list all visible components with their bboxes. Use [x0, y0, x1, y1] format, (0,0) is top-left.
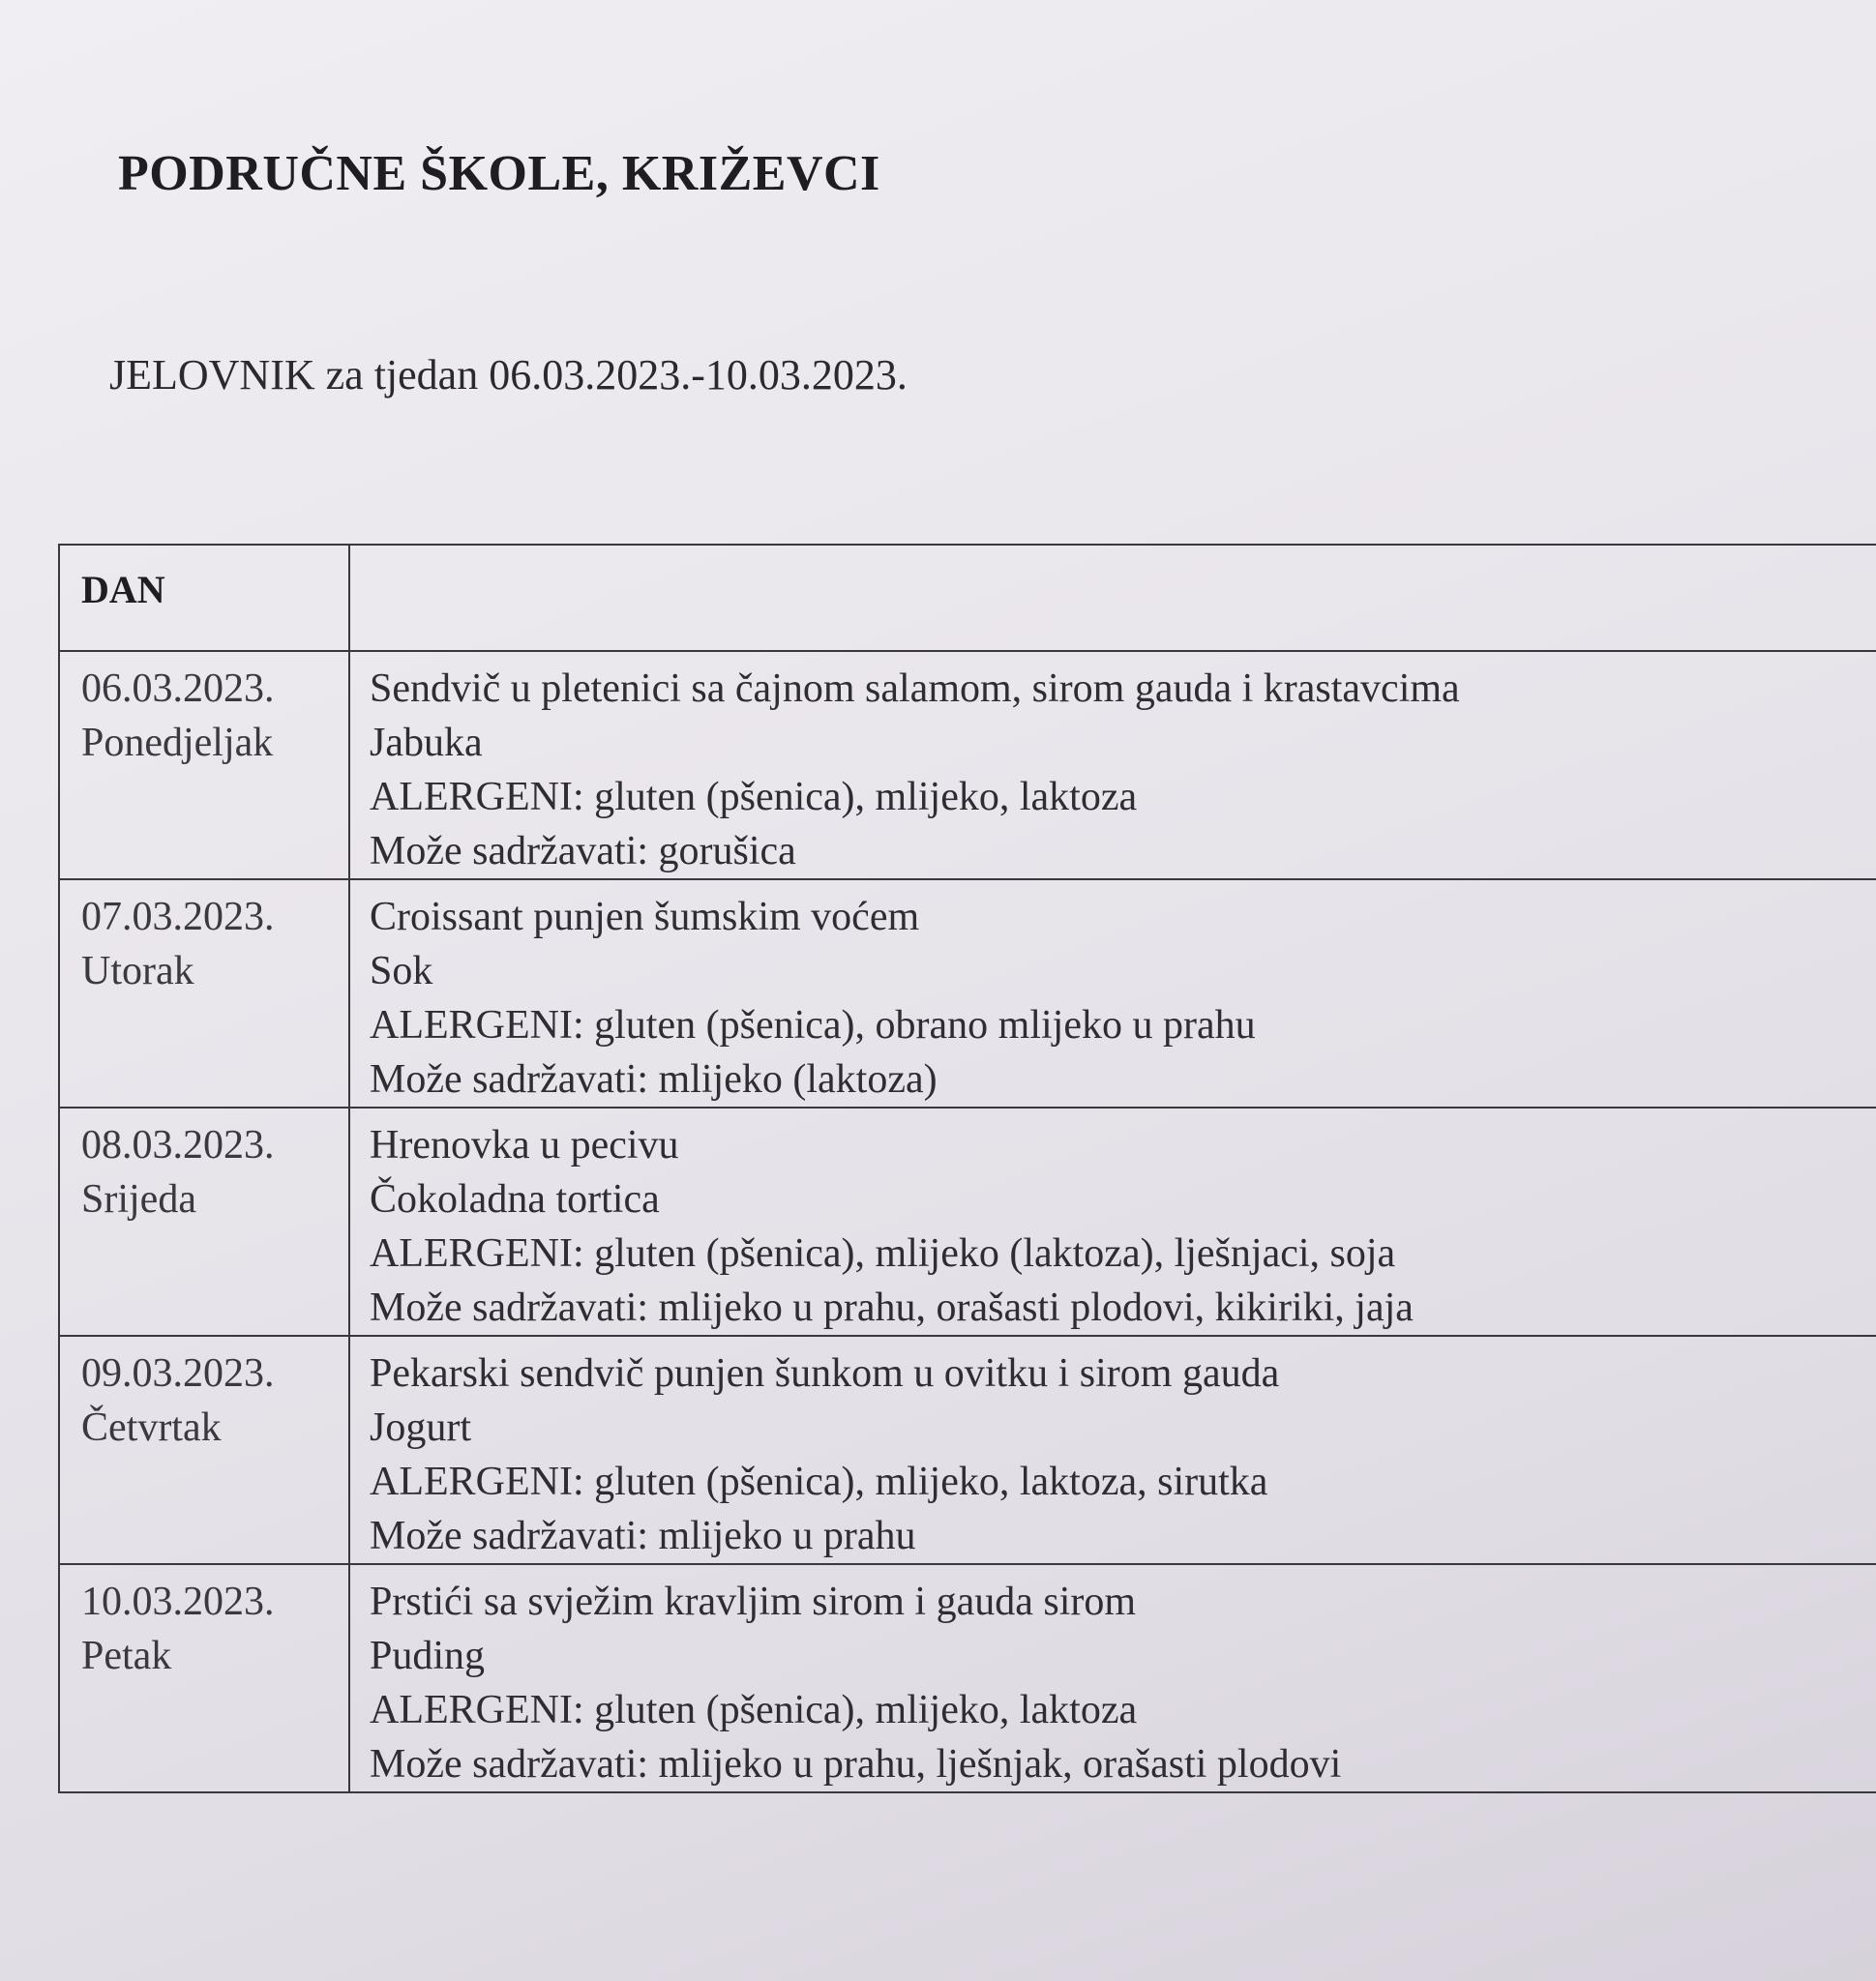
table-row: [59, 879, 1876, 1108]
meal-item: Pekarski sendvič punjen šunkom u ovitku i sirom gauda: [370, 1351, 1280, 1396]
day-name: Srijeda: [81, 1177, 196, 1222]
may-contain-text: Može sadržavati: mlijeko u prahu, orašasti plodovi, kikiriki, jaja: [370, 1286, 1414, 1330]
meal-item: Jogurt: [370, 1405, 471, 1450]
allergens-text: ALERGENI: gluten (pšenica), mlijeko, laktoza: [370, 1688, 1138, 1732]
meal-item: Sendvič u pletenici sa čajnom salamom, sirom gauda i krastavcima: [370, 666, 1460, 711]
meal-item: Jabuka: [370, 721, 483, 765]
header-label-dan: DAN: [81, 568, 165, 611]
may-contain-text: Može sadržavati: mlijeko u prahu: [370, 1514, 916, 1558]
may-contain-text: Može sadržavati: mlijeko u prahu, lješnjak, orašasti plodovi: [370, 1742, 1342, 1787]
day-cell: [59, 1108, 349, 1336]
meal-item: Sok: [370, 949, 433, 993]
day-date: 10.03.2023.: [81, 1580, 275, 1624]
meal-cell: [349, 879, 1876, 1108]
day-name: Petak: [81, 1634, 172, 1678]
menu-heading: JELOVNIK za tjedan 06.03.2023.-10.03.2023.: [109, 351, 908, 399]
table-row: [59, 651, 1876, 879]
may-contain-text: Može sadržavati: gorušica: [370, 829, 796, 873]
school-title: PODRUČNE ŠKOLE, KRIŽEVCI: [118, 146, 880, 201]
allergens-text: ALERGENI: gluten (pšenica), obrano mlijeko u prahu: [370, 1003, 1256, 1048]
table-header-row: [59, 545, 1876, 651]
header-cell-menu: [349, 545, 1876, 651]
meal-item: Puding: [370, 1634, 486, 1678]
allergens-text: ALERGENI: gluten (pšenica), mlijeko, laktoza: [370, 775, 1138, 819]
day-date: 09.03.2023.: [81, 1351, 275, 1396]
day-name: Ponedjeljak: [81, 721, 274, 765]
meal-item: Prstići sa svježim kravljim sirom i gauda sirom: [370, 1580, 1137, 1624]
meal-item: Croissant punjen šumskim voćem: [370, 895, 920, 939]
day-date: 08.03.2023.: [81, 1123, 275, 1168]
day-cell: [59, 879, 349, 1108]
day-date: 06.03.2023.: [81, 666, 275, 711]
day-cell: [59, 1564, 349, 1792]
table-row: [59, 1564, 1876, 1792]
day-name: Utorak: [81, 949, 194, 993]
day-name: Četvrtak: [81, 1405, 222, 1450]
day-cell: [59, 651, 349, 879]
allergens-text: ALERGENI: gluten (pšenica), mlijeko, laktoza, sirutka: [370, 1460, 1268, 1504]
header-cell-day: [59, 545, 349, 651]
day-cell: [59, 1336, 349, 1564]
meal-item: Čokoladna tortica: [370, 1177, 660, 1222]
meal-cell: [349, 1564, 1876, 1792]
may-contain-text: Može sadržavati: mlijeko (laktoza): [370, 1057, 938, 1102]
meal-item: Hrenovka u pecivu: [370, 1123, 679, 1168]
table-row: [59, 1108, 1876, 1336]
meal-cell: [349, 1108, 1876, 1336]
meal-cell: [349, 651, 1876, 879]
menu-table: [58, 544, 1876, 1793]
table-row: [59, 1336, 1876, 1564]
allergens-text: ALERGENI: gluten (pšenica), mlijeko (laktoza), lješnjaci, soja: [370, 1231, 1396, 1276]
day-date: 07.03.2023.: [81, 895, 275, 939]
meal-cell: [349, 1336, 1876, 1564]
